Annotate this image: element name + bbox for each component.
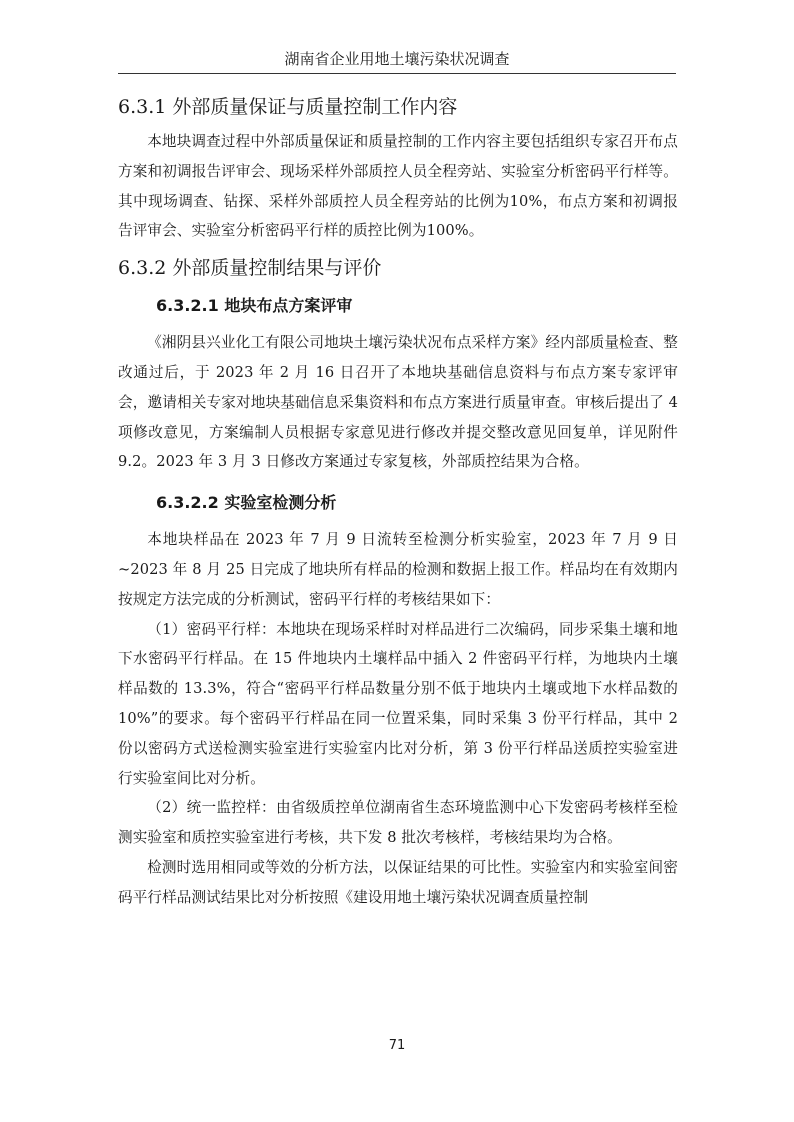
- page-number: 71: [388, 1038, 406, 1053]
- running-header: 湖南省企业用地土壤污染状况调查: [118, 49, 676, 74]
- paragraph: 本地块样品在 2023 年 7 月 9 日流转至检测分析实验室，2023 年 7 月 9 日~2023 年 8 月 25 日完成了地块所有样品的检测和数据上报工作。样品均在有效期内按规定方法完成的分析测试，密码平行样的考核结果如下：: [118, 531, 678, 608]
- paragraph: （1）密码平行样：本地块在现场采样时对样品进行二次编码，同步采集土壤和地下水密码平行样品。在 15 件地块内土壤样品中插入 2 件密码平行样，为地块内土壤样品数的 13.3%，符合“密码平行样品数量分别不低于地块内土壤或地下水样品数的 10%”的要求。每个密码平行样品在同一位置采集，同时采集 3 份平行样品，其中 2 份以密码方式送检测实验室进行实验室内比对分析，第 3 份平行样品送质控实验室进行实验室间比对分析。: [118, 620, 678, 787]
- section-heading-6-3-1: 6.3.1 外部质量保证与质量控制工作内容: [118, 96, 458, 118]
- section-heading-6-3-2: 6.3.2 外部质量控制结果与评价: [118, 257, 382, 280]
- paragraph: （2）统一监控样：由省级质控单位湖南省生态环境监测中心下发密码考核样至检测实验室和质控实验室进行考核，共下发 8 批次考核样，考核结果均为合格。: [118, 799, 678, 847]
- subsection-heading-6-3-2-1: 6.3.2.1 地块布点方案评审: [156, 296, 353, 316]
- paragraph: 《湘阴县兴业化工有限公司地块土壤污染状况布点采样方案》经内部质量检查、整改通过后，于 2023 年 2 月 16 日召开了本地块基础信息资料与布点方案专家评审会，邀请相关专家对地块基础信息采集资料和布点方案进行质量审查。审核后提出了 4 项修改意见，方案编制人员根据专家意见进行修改并提交整改意见回复单，详见附件 9.2。2023 年 3 月 3 日修改方案通过专家复核，外部质控结果为合格。: [118, 334, 678, 471]
- page-body: [118, 95, 678, 913]
- paragraph: 本地块调查过程中外部质量保证和质量控制的工作内容主要包括组织专家召开布点方案和初调报告评审会、现场采样外部质控人员全程旁站、实验室分析密码平行样等。其中现场调查、钻探、采样外部质控人员全程旁站的比例为10%，布点方案和初调报告评审会、实验室分析密码平行样的质控比例为100%。: [118, 133, 678, 240]
- paragraph: 检测时选用相同或等效的分析方法，以保证结果的可比性。实验室内和实验室间密码平行样品测试结果比对分析按照《建设用地土壤污染状况调查质量控制: [118, 858, 678, 906]
- subsection-heading-6-3-2-2: 6.3.2.2 实验室检测分析: [156, 493, 337, 513]
